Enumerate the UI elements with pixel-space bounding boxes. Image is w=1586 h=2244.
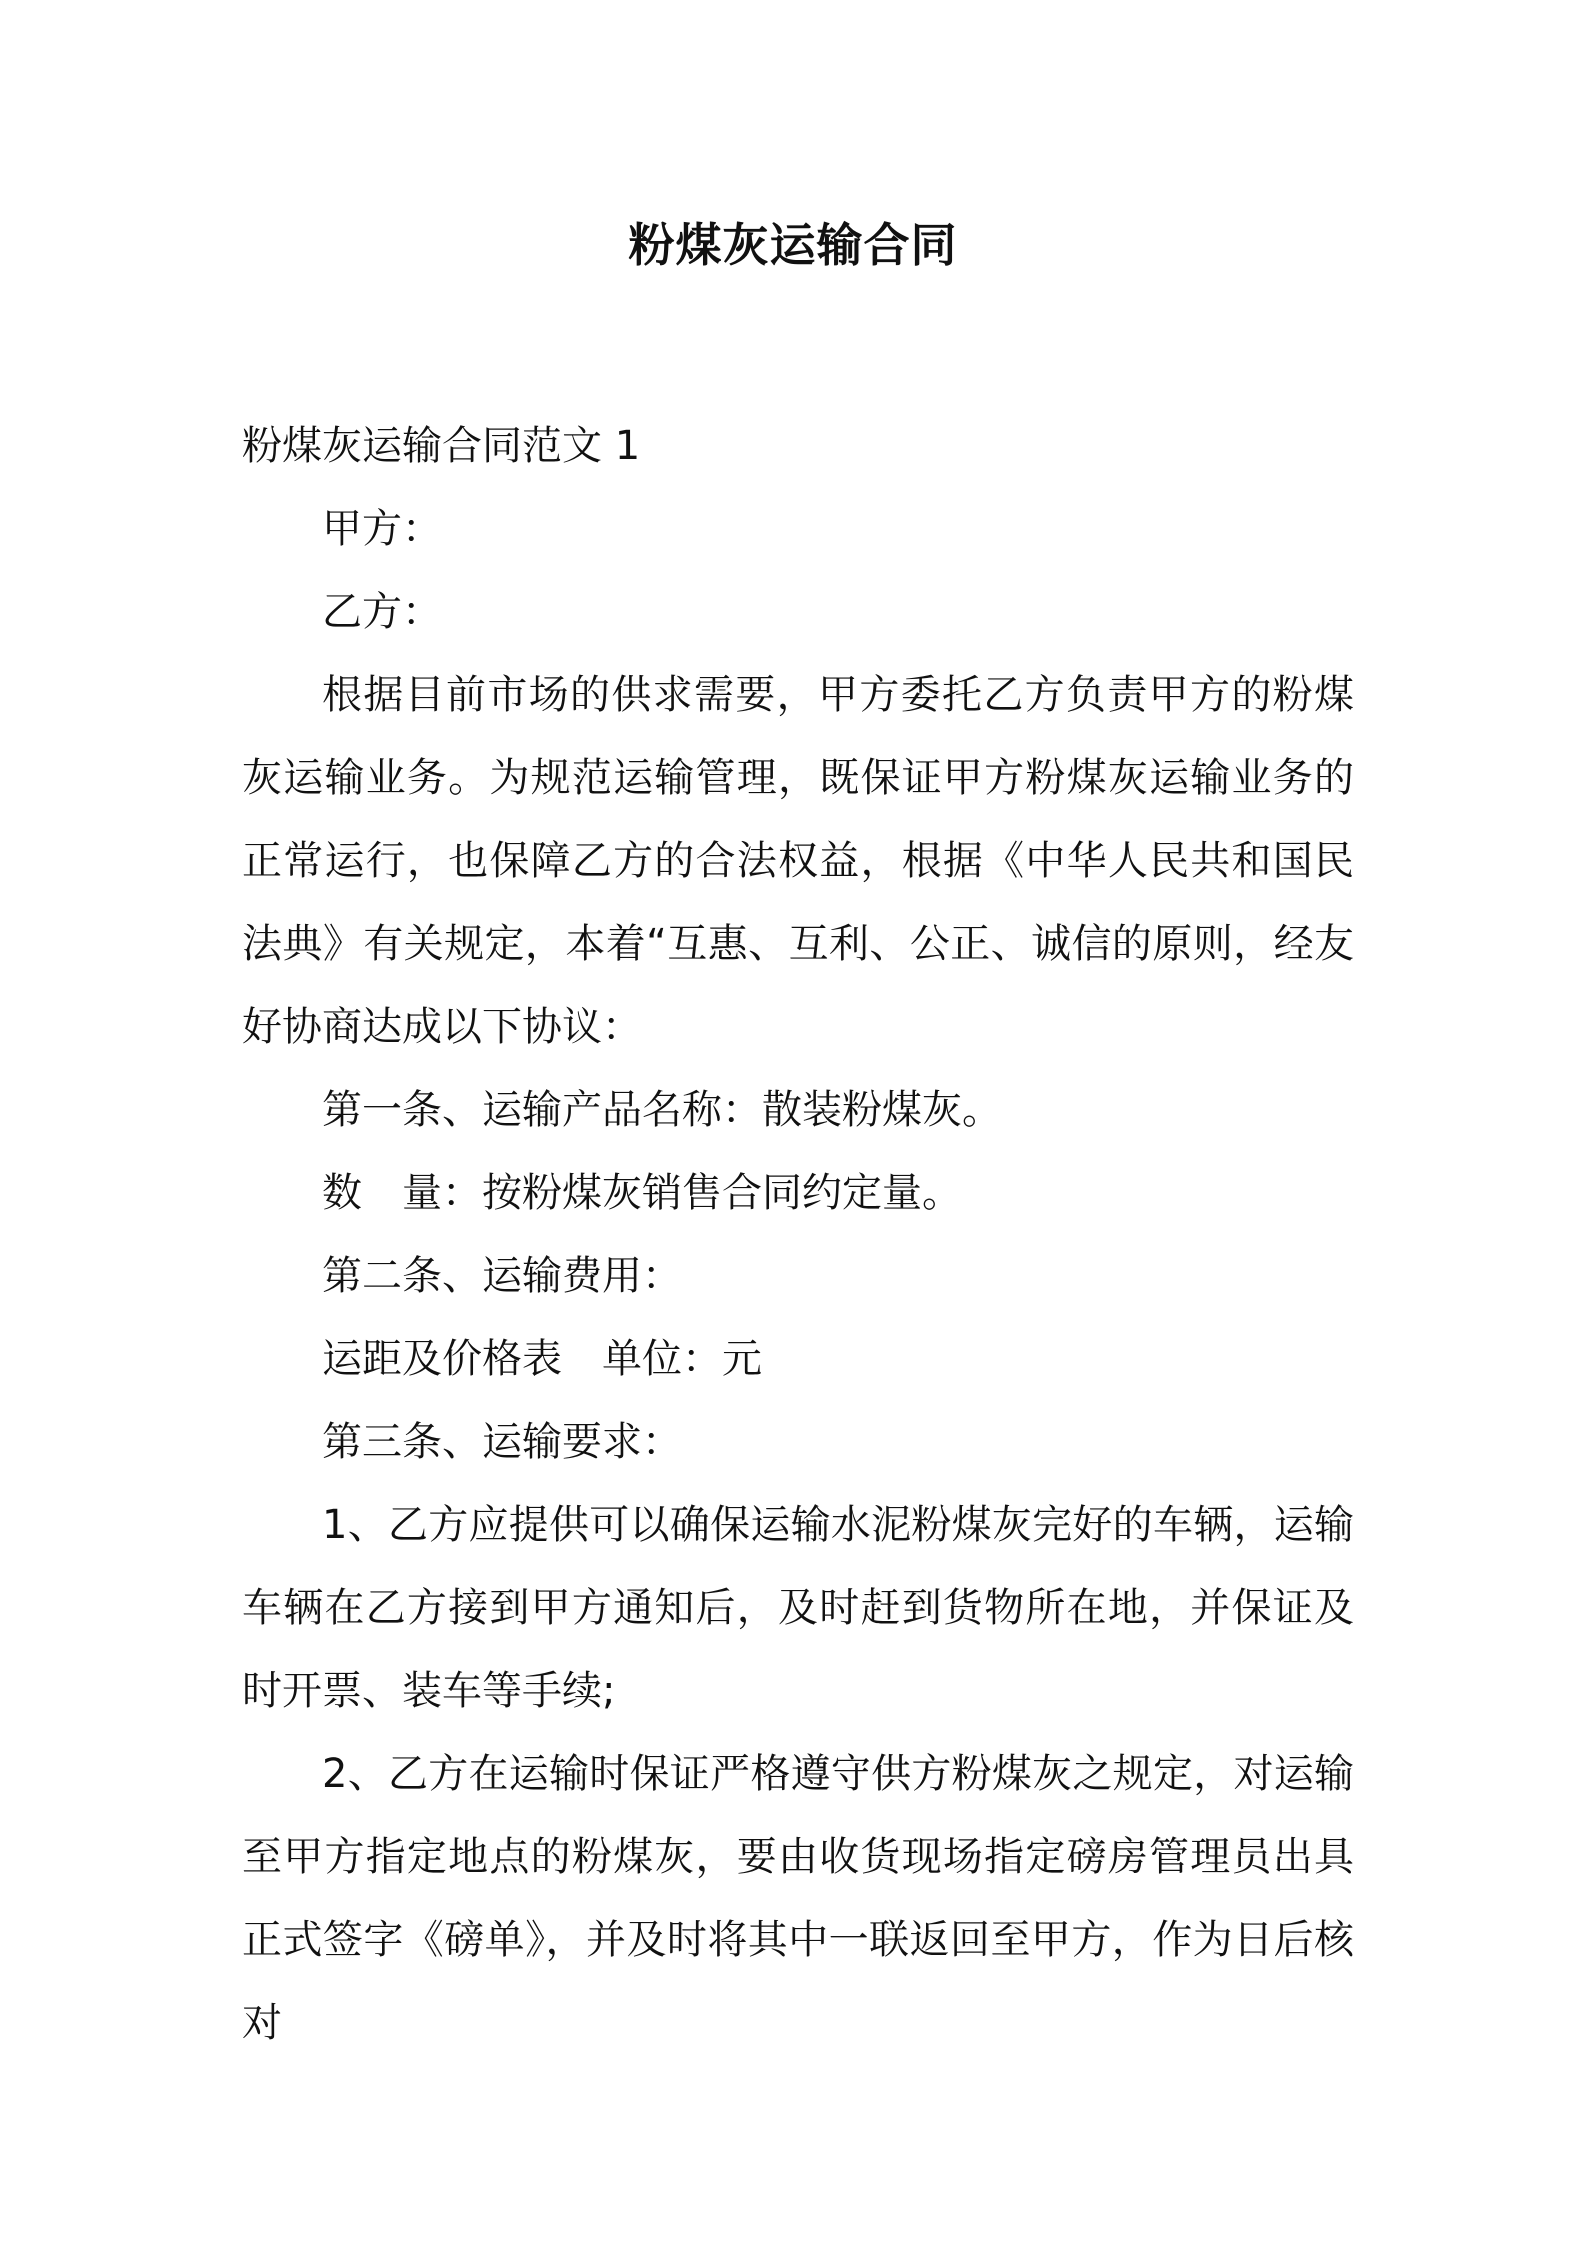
- document-body: [242, 405, 1354, 2065]
- article-2: 第二条、运输费用：: [322, 1253, 682, 1299]
- party-b-line: 乙方：: [322, 589, 442, 635]
- requirement-1: 1、乙方应提供可以确保运输水泥粉煤灰完好的车辆，运输车辆在乙方接到甲方通知后，及时赶到货物所在地，并保证及时开票、装车等手续;: [242, 1502, 1354, 1714]
- document-title: 粉煤灰运输合同: [628, 218, 958, 272]
- preamble-paragraph: 根据目前市场的供求需要，甲方委托乙方负责甲方的粉煤灰运输业务。为规范运输管理，既保证甲方粉煤灰运输业务的正常运行，也保障乙方的合法权益，根据《中华人民共和国民法典》有关规定，本着“互惠、互利、公正、诚信的原则，经友好协商达成以下协议：: [242, 672, 1354, 1050]
- party-a-line: 甲方：: [322, 506, 442, 552]
- article-3: 第三条、运输要求：: [322, 1419, 682, 1465]
- article-1: 第一条、运输产品名称：散装粉煤灰。: [322, 1087, 1002, 1133]
- price-table-caption: 运距及价格表 单位：元: [322, 1336, 762, 1382]
- document-subtitle: 粉煤灰运输合同范文 1: [242, 423, 641, 469]
- requirement-2: 2、乙方在运输时保证严格遵守供方粉煤灰之规定，对运输至甲方指定地点的粉煤灰，要由收货现场指定磅房管理员出具正式签字《磅单》，并及时将其中一联返回至甲方，作为日后核对: [242, 1751, 1354, 2046]
- quantity-line: 数 量：按粉煤灰销售合同约定量。: [322, 1170, 962, 1216]
